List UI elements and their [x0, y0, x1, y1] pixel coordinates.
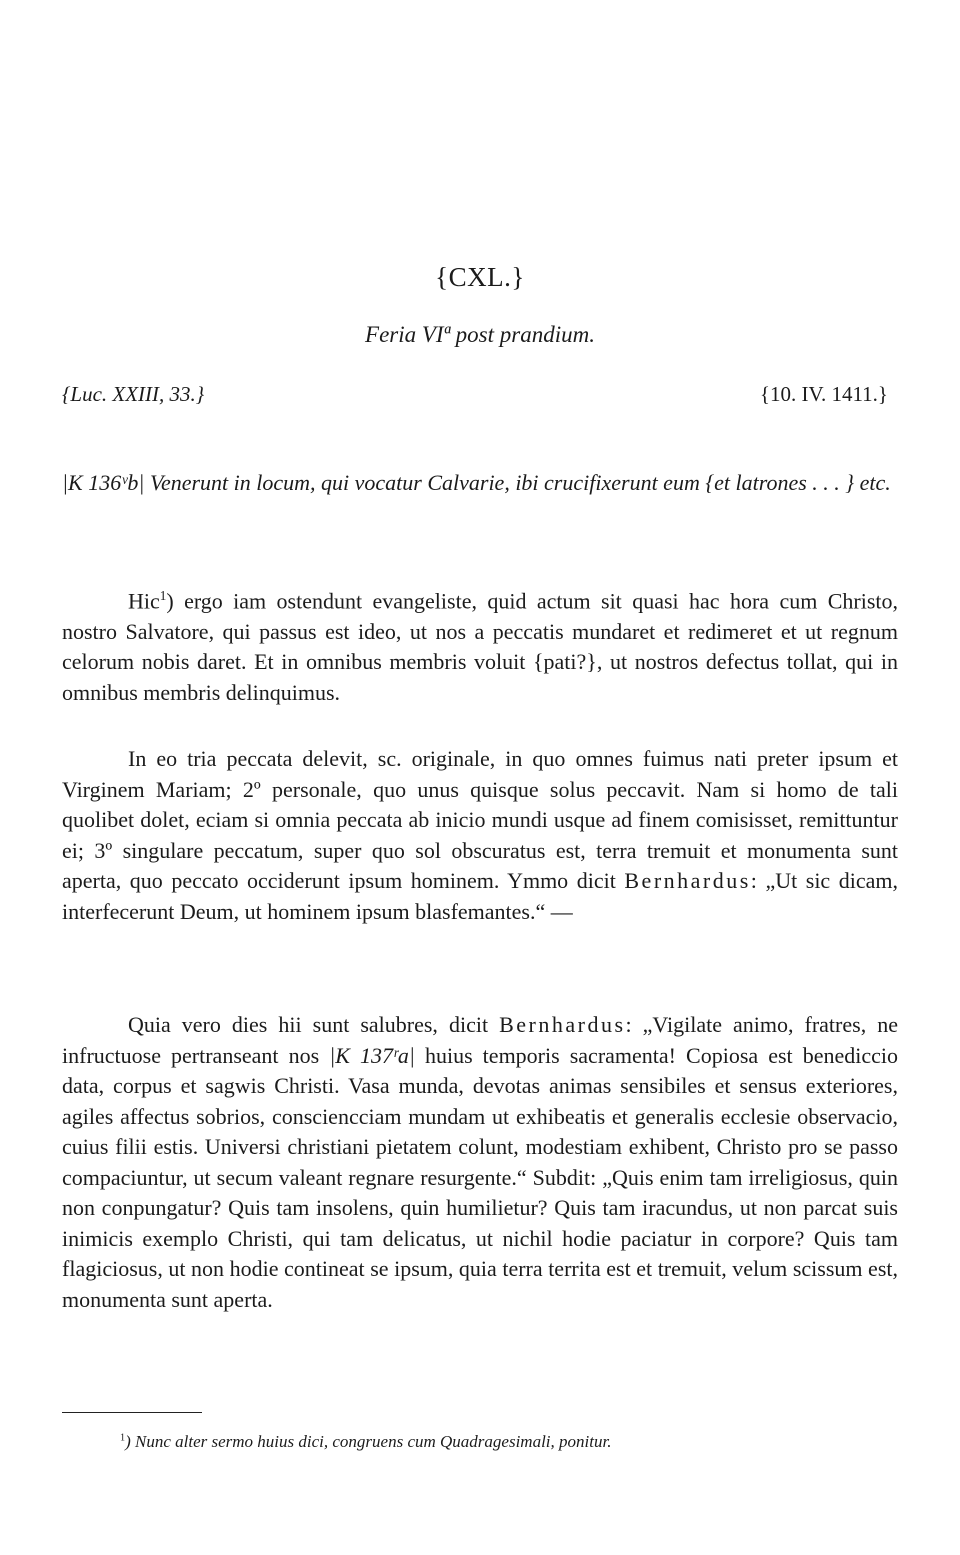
scripture-reference: {Luc. XXIII, 33.}	[62, 382, 205, 406]
footnote-ref: 1	[159, 588, 167, 603]
paragraph-3-text-a: Quia vero dies hii sunt salubres, dicit	[128, 1012, 500, 1037]
incipit-text: Venerunt in locum, qui vocatur Calvarie, ibi crucifixerunt eum {et latrones . . . } etc.	[149, 470, 891, 495]
paragraph-3-text-c: huius temporis sacramenta! Copiosa est benediccio data, corpus et sagwis Christi. Vasa munda, devotas animas sensibiles et sensus exteriores, agiles affectus sobrios, consciencciam mundam ut exhibeatis et generalis ecclesie observacio, cuius filii estis. Universi christiani pietatem colunt, modestiam exhibent, Christo pro se passo compaciuntur, ut secum valeant regnare resurgente.“ Subdit: „Quis enim tam irreligiosus, quin non conpungatur? Quis tam insolens, quin humilietur? Quis tam iracundus, ut non parcat suis inimicis exemplo Christi, qui tam delicatus, ut nichil hodie paciatur in corpore? Quis tam flagiciosus, ut non hodie contineat se ipsum, quia terra territa est et tremuit, velum scissum est, monumenta sunt aperta.	[62, 1042, 898, 1312]
footnote-mark: 1	[120, 1432, 126, 1444]
paragraph-3-text-b: : „Vigilate animo, fratres, ne infructuose pertranseant nos	[62, 1012, 898, 1068]
paragraph-2	[62, 744, 898, 927]
paragraph-2-text-a: In eo tria peccata delevit, sc. originale, in quo omnes fuimus nati preter ipsum et Virginem Mariam; 2º personale, quo unus quisque solus peccavit. Nam si homo de tali quolibet dolet, eciam si omnia peccata ab inicio mundi usque ad finem comisisset, remittuntur ei; 3º singulare peccatum, super quo sol obscuratus est, terra tremuit et monumenta sunt aperta, quo peccato occiderunt ipsum hominem. Ymmo dicit	[62, 746, 898, 893]
paragraph-1-start: Hic	[128, 588, 160, 614]
footnote-text: ) Nunc alter sermo huius dici, congruens cum Quadragesimali, ponitur.	[125, 1432, 612, 1451]
sermon-subtitle: Feria VIª post prandium.	[365, 322, 595, 347]
paragraph-1	[62, 581, 898, 708]
sermon-number: {CXL.}	[435, 262, 525, 292]
paragraph-3	[62, 1010, 898, 1315]
author-name: Bernhardus	[624, 868, 751, 893]
footnote-divider	[62, 1412, 202, 1413]
paragraph-1-text: ) ergo iam ostendunt evangeliste, quid actum sit quasi hac hora cum Christo, nostro Salvatore, qui passus est ideo, ut nos a peccatis mundaret et redimeret et ut regnum celorum nobis daret. Et in omnibus membris voluit {pati?}, ut nostros defectus tollat, qui in omnibus membris delinquimus.	[62, 588, 898, 705]
author-name: Bernhardus	[499, 1012, 626, 1037]
paragraph-2-text-b: : „Ut sic dicam, interfecerunt Deum, ut hominem ipsum blasfemantes.“ —	[62, 868, 898, 924]
folio-marker: |K 137ʳa|	[329, 1042, 415, 1068]
incipit	[62, 448, 902, 518]
footnote	[120, 1432, 880, 1452]
date-reference: {10. IV. 1411.}	[759, 382, 888, 406]
folio-marker: |K 136ᵛb|	[62, 470, 145, 495]
